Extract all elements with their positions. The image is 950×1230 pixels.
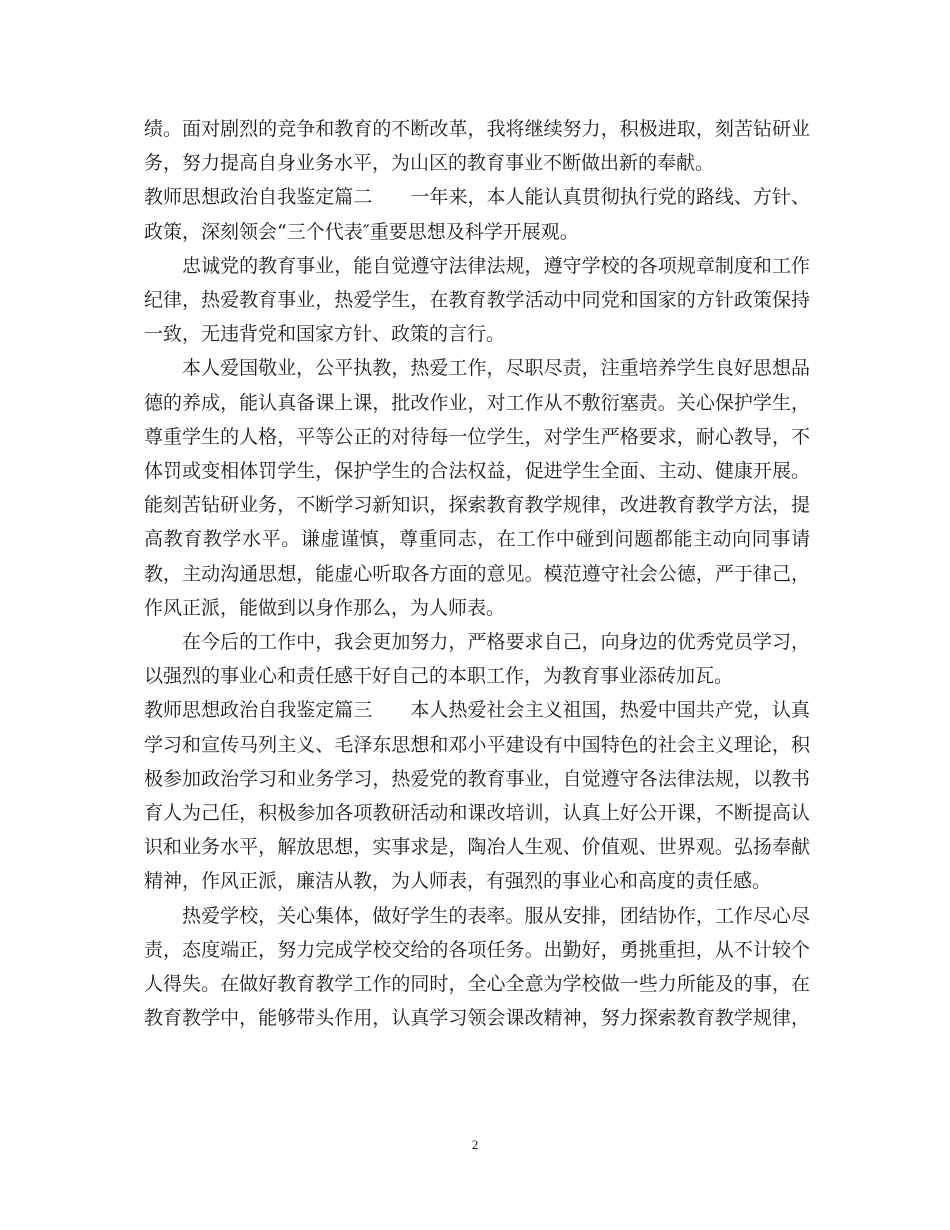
section-heading-paragraph <box>144 180 810 248</box>
paragraph <box>144 112 810 180</box>
text-line: 高教育教学水平。谦虚谨慎，尊重同志，在工作中碰到问题都能主动向同事请 <box>144 528 810 551</box>
text-line: 教师思想政治自我鉴定篇二 一年来，本人能认真贯彻执行党的路线、方针、 <box>144 186 810 209</box>
text-line: 一致，无违背党和国家方针、政策的言行。 <box>144 323 506 346</box>
text-line: 教，主动沟通思想，能虚心听取各方面的意见。模范遵守社会公德，严于律己， <box>144 562 810 585</box>
page-number: 2 <box>471 1137 479 1152</box>
text-line: 精神，作风正派，廉洁从教，为人师表，有强烈的事业心和高度的责任感。 <box>144 870 772 893</box>
text-line: 能刻苦钻研业务，不断学习新知识，探索教育教学规律，改进教育教学方法，提 <box>144 494 810 517</box>
text-line: 教师思想政治自我鉴定篇三 本人热爱社会主义祖国，热爱中国共产党，认真 <box>144 699 810 722</box>
paragraph <box>144 625 810 693</box>
text-line: 人得失。在做好教育教学工作的同时，全心全意为学校做一些力所能及的事，在 <box>144 973 810 996</box>
paragraph <box>144 351 810 625</box>
text-line: 德的养成，能认真备课上课，批改作业，对工作从不敷衍塞责。关心保护学生， <box>144 391 810 414</box>
text-line: 尊重学生的人格，平等公正的对待每一位学生，对学生严格要求，耐心教导，不 <box>144 425 810 448</box>
text-line: 政策，深刻领会“三个代表″重要思想及科学开展观。 <box>144 220 579 243</box>
paragraph <box>144 249 810 352</box>
text-line: 本人爱国敬业，公平执教，热爱工作，尽职尽责，注重培养学生良好思想品 <box>182 357 810 380</box>
document-body <box>144 112 810 1035</box>
text-line: 忠诚党的教育事业，能自觉遵守法律法规，遵守学校的各项规章制度和工作 <box>182 254 810 277</box>
text-line: 识和业务水平，解放思想，实事求是，陶冶人生观、价值观、世界观。弘扬奉献 <box>144 836 810 859</box>
paragraph <box>144 899 810 1036</box>
text-line: 热爱学校，关心集体，做好学生的表率。服从安排，团结协作，工作尽心尽 <box>182 904 810 927</box>
text-line: 绩。面对剧烈的竞争和教育的不断改革，我将继续努力，积极进取，刻苦钻研业 <box>144 118 810 140</box>
text-line: 体罚或变相体罚学生，保护学生的合法权益，促进学生全面、主动、健康开展。 <box>144 460 810 483</box>
text-line: 学习和宣传马列主义、毛泽东思想和邓小平建设有中国特色的社会主义理论，积 <box>144 733 810 756</box>
text-line: 责，态度端正，努力完成学校交给的各项任务。出勤好，勇挑重担，从不计较个 <box>144 938 810 961</box>
text-line: 纪律，热爱教育事业，热爱学生，在教育教学活动中同党和国家的方针政策保持 <box>144 289 810 312</box>
text-line: 育人为己任，积极参加各项教研活动和课改培训，认真上好公开课，不断提高认 <box>144 802 810 825</box>
text-line: 以强烈的事业心和责任感干好自己的本职工作，为教育事业添砖加瓦。 <box>144 665 734 688</box>
text-line: 务，努力提高自身业务水平，为山区的教育事业不断做出新的奉献。 <box>144 152 715 175</box>
text-line: 极参加政治学习和业务学习，热爱党的教育事业，自觉遵守各法律法规，以教书 <box>144 767 810 790</box>
text-line: 作风正派，能做到以身作那么，为人师表。 <box>144 596 506 619</box>
text-line: 在今后的工作中，我会更加努力，严格要求自己，向身边的优秀党员学习， <box>182 631 810 654</box>
text-line: 教育教学中，能够带头作用，认真学习领会课改精神，努力探索教育教学规律， <box>144 1007 810 1030</box>
section-heading-paragraph <box>144 693 810 898</box>
